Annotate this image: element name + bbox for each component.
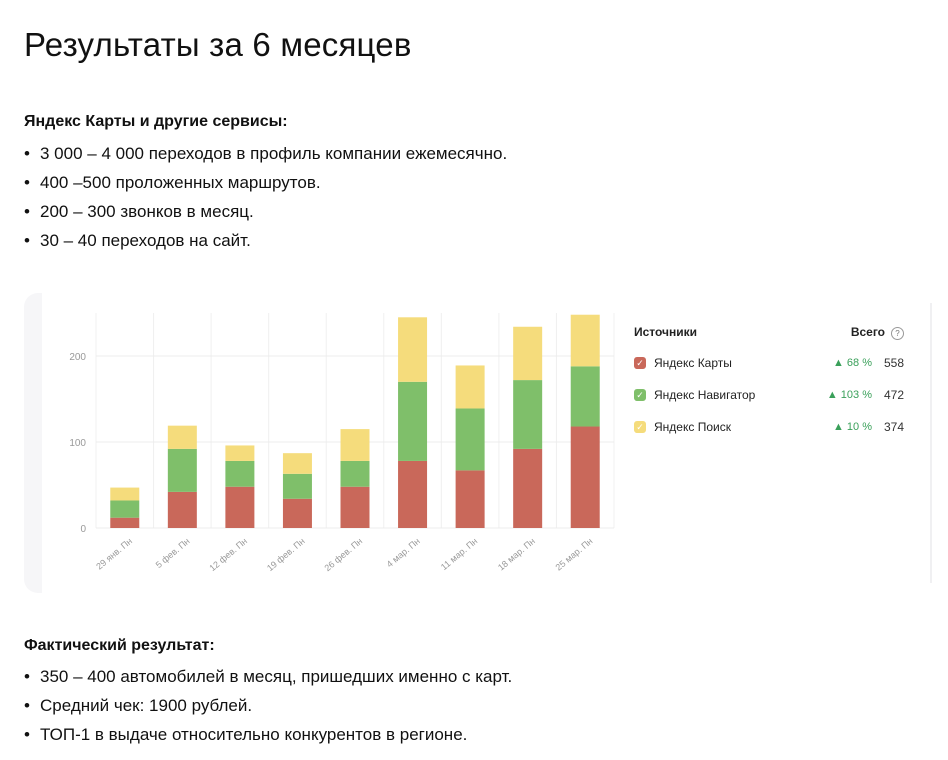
- bar-segment: [225, 445, 254, 460]
- x-tick-label: 26 фев. Пн: [322, 535, 365, 574]
- bar-segment: [341, 487, 370, 528]
- list-item: [24, 691, 512, 720]
- x-tick-label: 19 фев. Пн: [264, 535, 307, 574]
- checkbox-icon[interactable]: ✓: [634, 389, 646, 401]
- list-item-text: 3 000 – 4 000 переходов в профиль компании ежемесячно.: [40, 144, 508, 163]
- x-tick-label: 11 мар. Пн: [438, 535, 480, 573]
- bullet: •: [24, 696, 30, 715]
- bar-segment: [225, 461, 254, 487]
- chart-divider: [930, 303, 932, 583]
- result-heading: Фактический результат:: [24, 637, 215, 654]
- bar-segment: [283, 453, 312, 474]
- legend-change: ▲ 68 %: [832, 357, 872, 369]
- legend-label: Яндекс Поиск: [654, 420, 731, 434]
- list-item: [24, 139, 507, 168]
- bar-segment: [571, 427, 600, 528]
- y-tick-label: 200: [69, 352, 86, 363]
- bullet: •: [24, 725, 30, 744]
- legend-item-maps[interactable]: [634, 347, 904, 379]
- bar-segment: [571, 366, 600, 426]
- legend-header: [634, 325, 904, 347]
- legend-change: ▲ 103 %: [826, 389, 872, 401]
- result-list: [24, 662, 512, 749]
- bullet: •: [24, 231, 30, 250]
- y-tick-label: 0: [80, 524, 86, 535]
- bar-segment: [168, 492, 197, 528]
- legend-total: 558: [883, 356, 904, 370]
- legend-label: Яндекс Карты: [654, 356, 732, 370]
- list-item: [24, 197, 507, 226]
- legend-total: 374: [883, 420, 904, 434]
- x-tick-label: 5 фев. Пн: [153, 535, 192, 570]
- list-item: [24, 168, 507, 197]
- legend-total: 472: [883, 388, 904, 402]
- bar-segment: [110, 518, 139, 528]
- x-tick-label: 29 янв. Пн: [94, 535, 135, 572]
- bar-segment: [110, 500, 139, 517]
- list-item: [24, 226, 507, 255]
- list-item-text: 30 – 40 переходов на сайт.: [40, 231, 251, 250]
- checkbox-icon[interactable]: ✓: [634, 421, 646, 433]
- bar-segment: [456, 365, 485, 408]
- list-item-text: 400 –500 проложенных маршрутов.: [40, 173, 321, 192]
- bar-segment: [283, 474, 312, 499]
- bar-segment: [571, 315, 600, 367]
- y-tick-label: 100: [69, 438, 86, 449]
- info-icon[interactable]: ?: [891, 327, 904, 340]
- bar-segment: [456, 470, 485, 528]
- bar-segment: [341, 461, 370, 487]
- list-item-text: Средний чек: 1900 рублей.: [40, 696, 253, 715]
- legend-change: ▲ 10 %: [832, 421, 872, 433]
- bullet: •: [24, 173, 30, 192]
- stacked-bar-chart: [24, 293, 624, 593]
- bar-segment: [398, 317, 427, 382]
- list-item: [24, 662, 512, 691]
- list-item-text: 200 – 300 звонков в месяц.: [40, 202, 254, 221]
- bar-segment: [168, 449, 197, 492]
- bullet: •: [24, 667, 30, 686]
- legend-total-label: Всего: [850, 325, 885, 339]
- page-title: Результаты за 6 месяцев: [24, 26, 412, 63]
- bullet: •: [24, 144, 30, 163]
- legend: [634, 325, 904, 443]
- bar-segment: [398, 382, 427, 461]
- legend-label: Яндекс Навигатор: [654, 388, 756, 402]
- legend-item-search[interactable]: [634, 411, 904, 443]
- legend-header-total: [851, 325, 904, 347]
- bar-segment: [513, 449, 542, 528]
- x-tick-label: 18 мар. Пн: [495, 535, 537, 573]
- list-item-text: 350 – 400 автомобилей в месяц, пришедших именно с карт.: [40, 667, 513, 686]
- bar-segment: [168, 426, 197, 449]
- x-tick-label: 4 мар. Пн: [384, 535, 422, 570]
- bar-segment: [456, 408, 485, 470]
- legend-item-navigator[interactable]: [634, 379, 904, 411]
- bar-segment: [225, 487, 254, 528]
- list-item-text: ТОП-1 в выдаче относительно конкурентов в регионе.: [40, 725, 468, 744]
- services-heading: Яндекс Карты и другие сервисы:: [24, 113, 288, 130]
- x-tick-label: 25 мар. Пн: [553, 535, 595, 573]
- bullet: •: [24, 202, 30, 221]
- list-item: [24, 720, 512, 749]
- checkbox-icon[interactable]: ✓: [634, 357, 646, 369]
- bar-segment: [341, 429, 370, 461]
- bar-segment: [283, 499, 312, 528]
- bar-segment: [513, 327, 542, 380]
- services-list: [24, 139, 507, 255]
- x-tick-label: 12 фев. Пн: [207, 535, 250, 574]
- bar-segment: [513, 380, 542, 449]
- chart-panel: [24, 293, 932, 593]
- legend-header-sources: Источники: [634, 325, 698, 339]
- bar-segment: [398, 461, 427, 528]
- bar-segment: [110, 488, 139, 501]
